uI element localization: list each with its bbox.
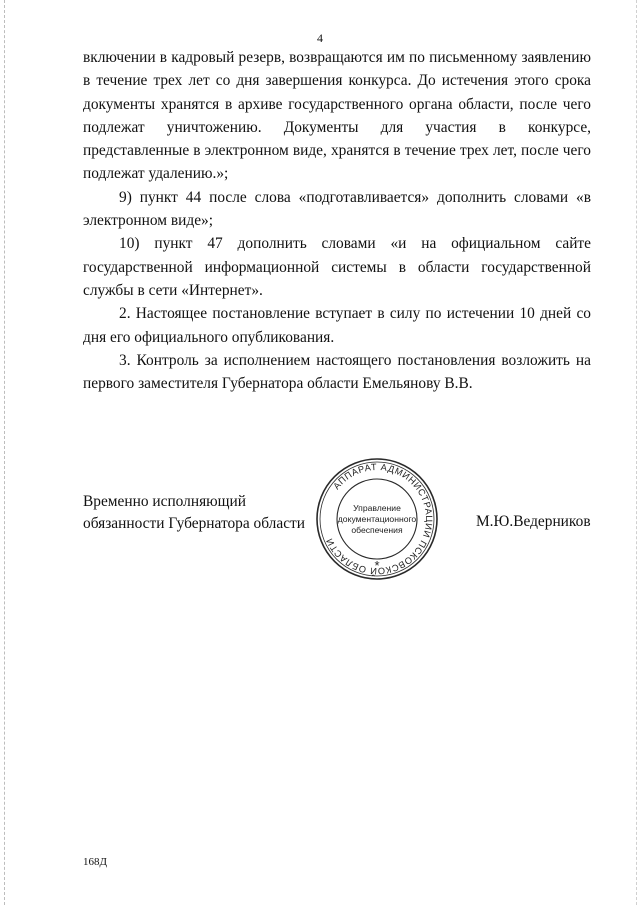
- seal-center-line1: Управление: [353, 503, 401, 513]
- scan-edge-left: [4, 0, 5, 905]
- signatory-position-line2: обязанности Губернатора области: [83, 515, 305, 532]
- signatory-name: М.Ю.Ведерников: [476, 513, 591, 530]
- seal-star-icon: *: [374, 558, 380, 573]
- page-number: 4: [317, 31, 323, 45]
- paragraph-clause-2: 2. Настоящее постановление вступает в силу по истечении 10 дней со дня его официального опубликования.: [83, 305, 591, 346]
- document-body: [83, 46, 591, 395]
- scan-edge-right: [636, 0, 637, 905]
- paragraph-item-10: 10) пункт 47 дополнить словами «и на официальном сайте государственной информационной системы в области государственной службы в сети «Интернет».: [83, 235, 591, 299]
- paragraph-continuation: включении в кадровый резерв, возвращаются им по письменному заявлению в течение трех лет со дня завершения конкурса. До истечения этого срока документы хранятся в архиве государственного органа области, после чего подлежат уничтожению. Документы для участия в конкурсе, представленные в электронном виде, хранятся в течение трех лет, после чего подлежат удалению.»;: [83, 49, 591, 183]
- seal-center-line3: обеспечения: [351, 525, 403, 535]
- official-seal: [314, 456, 440, 582]
- seal-center-line2: документационного: [337, 514, 417, 524]
- paragraph-clause-3: 3. Контроль за исполнением настоящего постановления возложить на первого заместителя Губернатора области Емельянову В.В.: [83, 351, 591, 393]
- signatory-position: [83, 491, 305, 535]
- signatory-position-line1: Временно исполняющий: [83, 493, 246, 510]
- paragraph-item-9: 9) пункт 44 после слова «подготавливается» дополнить словами «в электронном виде»;: [83, 188, 591, 230]
- seal-ring-text: АППАРАТ АДМИНИСТРАЦИИ ПСКОВСКОЙ ОБЛАСТИ: [324, 461, 435, 577]
- document-code: 168Д: [83, 856, 108, 868]
